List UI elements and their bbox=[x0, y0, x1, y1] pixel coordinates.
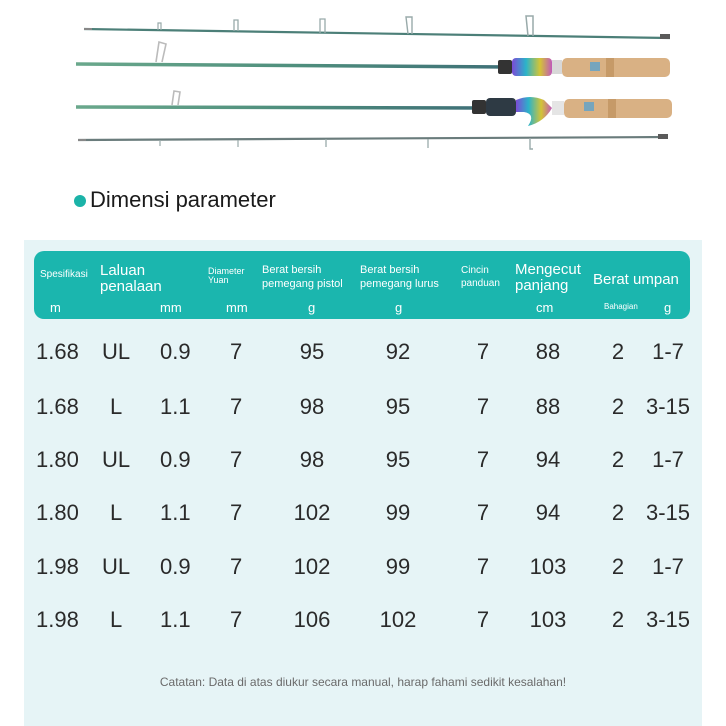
cell-pistol-weight: 95 bbox=[299, 339, 325, 364]
cell-sections: 2 bbox=[611, 447, 625, 472]
header-cincin-panduan: Cincin panduan bbox=[461, 265, 500, 289]
unit-berat-pistol: g bbox=[308, 300, 316, 315]
cell-lure: 1-7 bbox=[652, 447, 684, 472]
cell-pistol-weight: 102 bbox=[293, 554, 331, 579]
cell-pistol-weight: 98 bbox=[299, 447, 325, 472]
cell-guides: 7 bbox=[476, 339, 490, 364]
cell-guides: 7 bbox=[476, 394, 490, 419]
table-row bbox=[0, 554, 726, 584]
cell-power: L bbox=[110, 394, 123, 419]
cell-straight-weight: 95 bbox=[385, 447, 411, 472]
cell-length: 103 bbox=[529, 607, 567, 632]
table-row bbox=[0, 447, 726, 477]
cell-power: UL bbox=[102, 554, 131, 579]
header-mengecut-panjang: Mengecut panjang bbox=[515, 261, 581, 294]
rod-pistol-handle bbox=[76, 91, 672, 126]
cell-straight-weight: 99 bbox=[385, 554, 411, 579]
cell-tip: 0.9 bbox=[160, 339, 191, 364]
header-berat-pistol: Berat bersih pemegang pistol bbox=[262, 264, 343, 291]
unit-berat-lurus: g bbox=[395, 300, 403, 315]
header-laluan-penalaan: Laluan penalaan bbox=[100, 262, 162, 295]
header-berat-umpan: Berat umpan bbox=[593, 271, 679, 288]
unit-spesifikasi: m bbox=[50, 300, 61, 315]
header-diameter-yuan: Diameter Yuan bbox=[208, 266, 245, 286]
cell-pistol-weight: 106 bbox=[293, 607, 331, 632]
cell-length: 88 bbox=[535, 339, 561, 364]
cell-straight-weight: 95 bbox=[385, 394, 411, 419]
cell-tip: 1.1 bbox=[160, 394, 191, 419]
bullet-dot-icon bbox=[74, 195, 86, 207]
unit-bahagian: Bahagian bbox=[604, 302, 638, 311]
cell-lure: 1-7 bbox=[652, 554, 684, 579]
table-header bbox=[34, 251, 690, 319]
cell-length: 94 bbox=[535, 447, 561, 472]
rod-tip-top bbox=[84, 16, 670, 39]
section-title bbox=[74, 186, 276, 214]
unit-mengecut: cm bbox=[536, 300, 554, 315]
cell-lure: 1-7 bbox=[652, 339, 684, 364]
cell-length: 88 bbox=[535, 394, 561, 419]
cell-lure: 3-15 bbox=[645, 500, 691, 525]
cell-pistol-weight: 98 bbox=[299, 394, 325, 419]
cell-power: UL bbox=[102, 339, 131, 364]
cell-spec: 1.98 bbox=[36, 554, 79, 579]
cell-power: L bbox=[110, 607, 123, 632]
cell-yuan: 7 bbox=[230, 339, 243, 364]
header-spesifikasi: Spesifikasi bbox=[40, 269, 88, 280]
cell-yuan: 7 bbox=[230, 447, 243, 472]
cell-tip: 1.1 bbox=[160, 500, 191, 525]
unit-berat-umpan: g bbox=[664, 300, 672, 315]
cell-yuan: 7 bbox=[230, 607, 243, 632]
cell-spec: 1.80 bbox=[36, 500, 79, 525]
cell-spec: 1.80 bbox=[36, 447, 79, 472]
cell-straight-weight: 102 bbox=[379, 607, 417, 632]
cell-lure: 3-15 bbox=[645, 394, 691, 419]
cell-length: 103 bbox=[529, 554, 567, 579]
cell-straight-weight: 92 bbox=[385, 339, 411, 364]
cell-yuan: 7 bbox=[230, 500, 243, 525]
cell-spec: 1.68 bbox=[36, 394, 79, 419]
cell-lure: 3-15 bbox=[645, 607, 691, 632]
cell-sections: 2 bbox=[611, 394, 625, 419]
cell-guides: 7 bbox=[476, 447, 490, 472]
cell-sections: 2 bbox=[611, 607, 625, 632]
cell-guides: 7 bbox=[476, 607, 490, 632]
cell-yuan: 7 bbox=[230, 554, 243, 579]
table-row bbox=[0, 500, 726, 530]
cell-spec: 1.68 bbox=[36, 339, 79, 364]
cell-yuan: 7 bbox=[230, 394, 243, 419]
cell-tip: 1.1 bbox=[160, 607, 191, 632]
cell-sections: 2 bbox=[611, 554, 625, 579]
cell-power: UL bbox=[102, 447, 131, 472]
table-row bbox=[0, 394, 726, 424]
rod-tip-bottom bbox=[78, 134, 668, 149]
cell-straight-weight: 99 bbox=[385, 500, 411, 525]
cell-guides: 7 bbox=[476, 500, 490, 525]
footnote: Catatan: Data di atas diukur secara manual, harap fahami sedikit kesalahan! bbox=[159, 675, 567, 689]
cell-tip: 0.9 bbox=[160, 554, 191, 579]
cell-length: 94 bbox=[535, 500, 561, 525]
cell-guides: 7 bbox=[476, 554, 490, 579]
section-title-text: Dimensi parameter bbox=[90, 187, 276, 212]
table-row bbox=[0, 607, 726, 637]
unit-laluan: mm bbox=[160, 300, 182, 315]
cell-tip: 0.9 bbox=[160, 447, 191, 472]
cell-spec: 1.98 bbox=[36, 607, 79, 632]
fishing-rods-illustration bbox=[0, 0, 726, 160]
cell-pistol-weight: 102 bbox=[293, 500, 331, 525]
rod-straight-handle bbox=[76, 42, 670, 77]
table-row bbox=[0, 339, 726, 369]
cell-sections: 2 bbox=[611, 339, 625, 364]
cell-sections: 2 bbox=[611, 500, 625, 525]
header-berat-lurus: Berat bersih pemegang lurus bbox=[360, 264, 439, 291]
unit-diameter: mm bbox=[226, 300, 248, 315]
cell-power: L bbox=[110, 500, 123, 525]
